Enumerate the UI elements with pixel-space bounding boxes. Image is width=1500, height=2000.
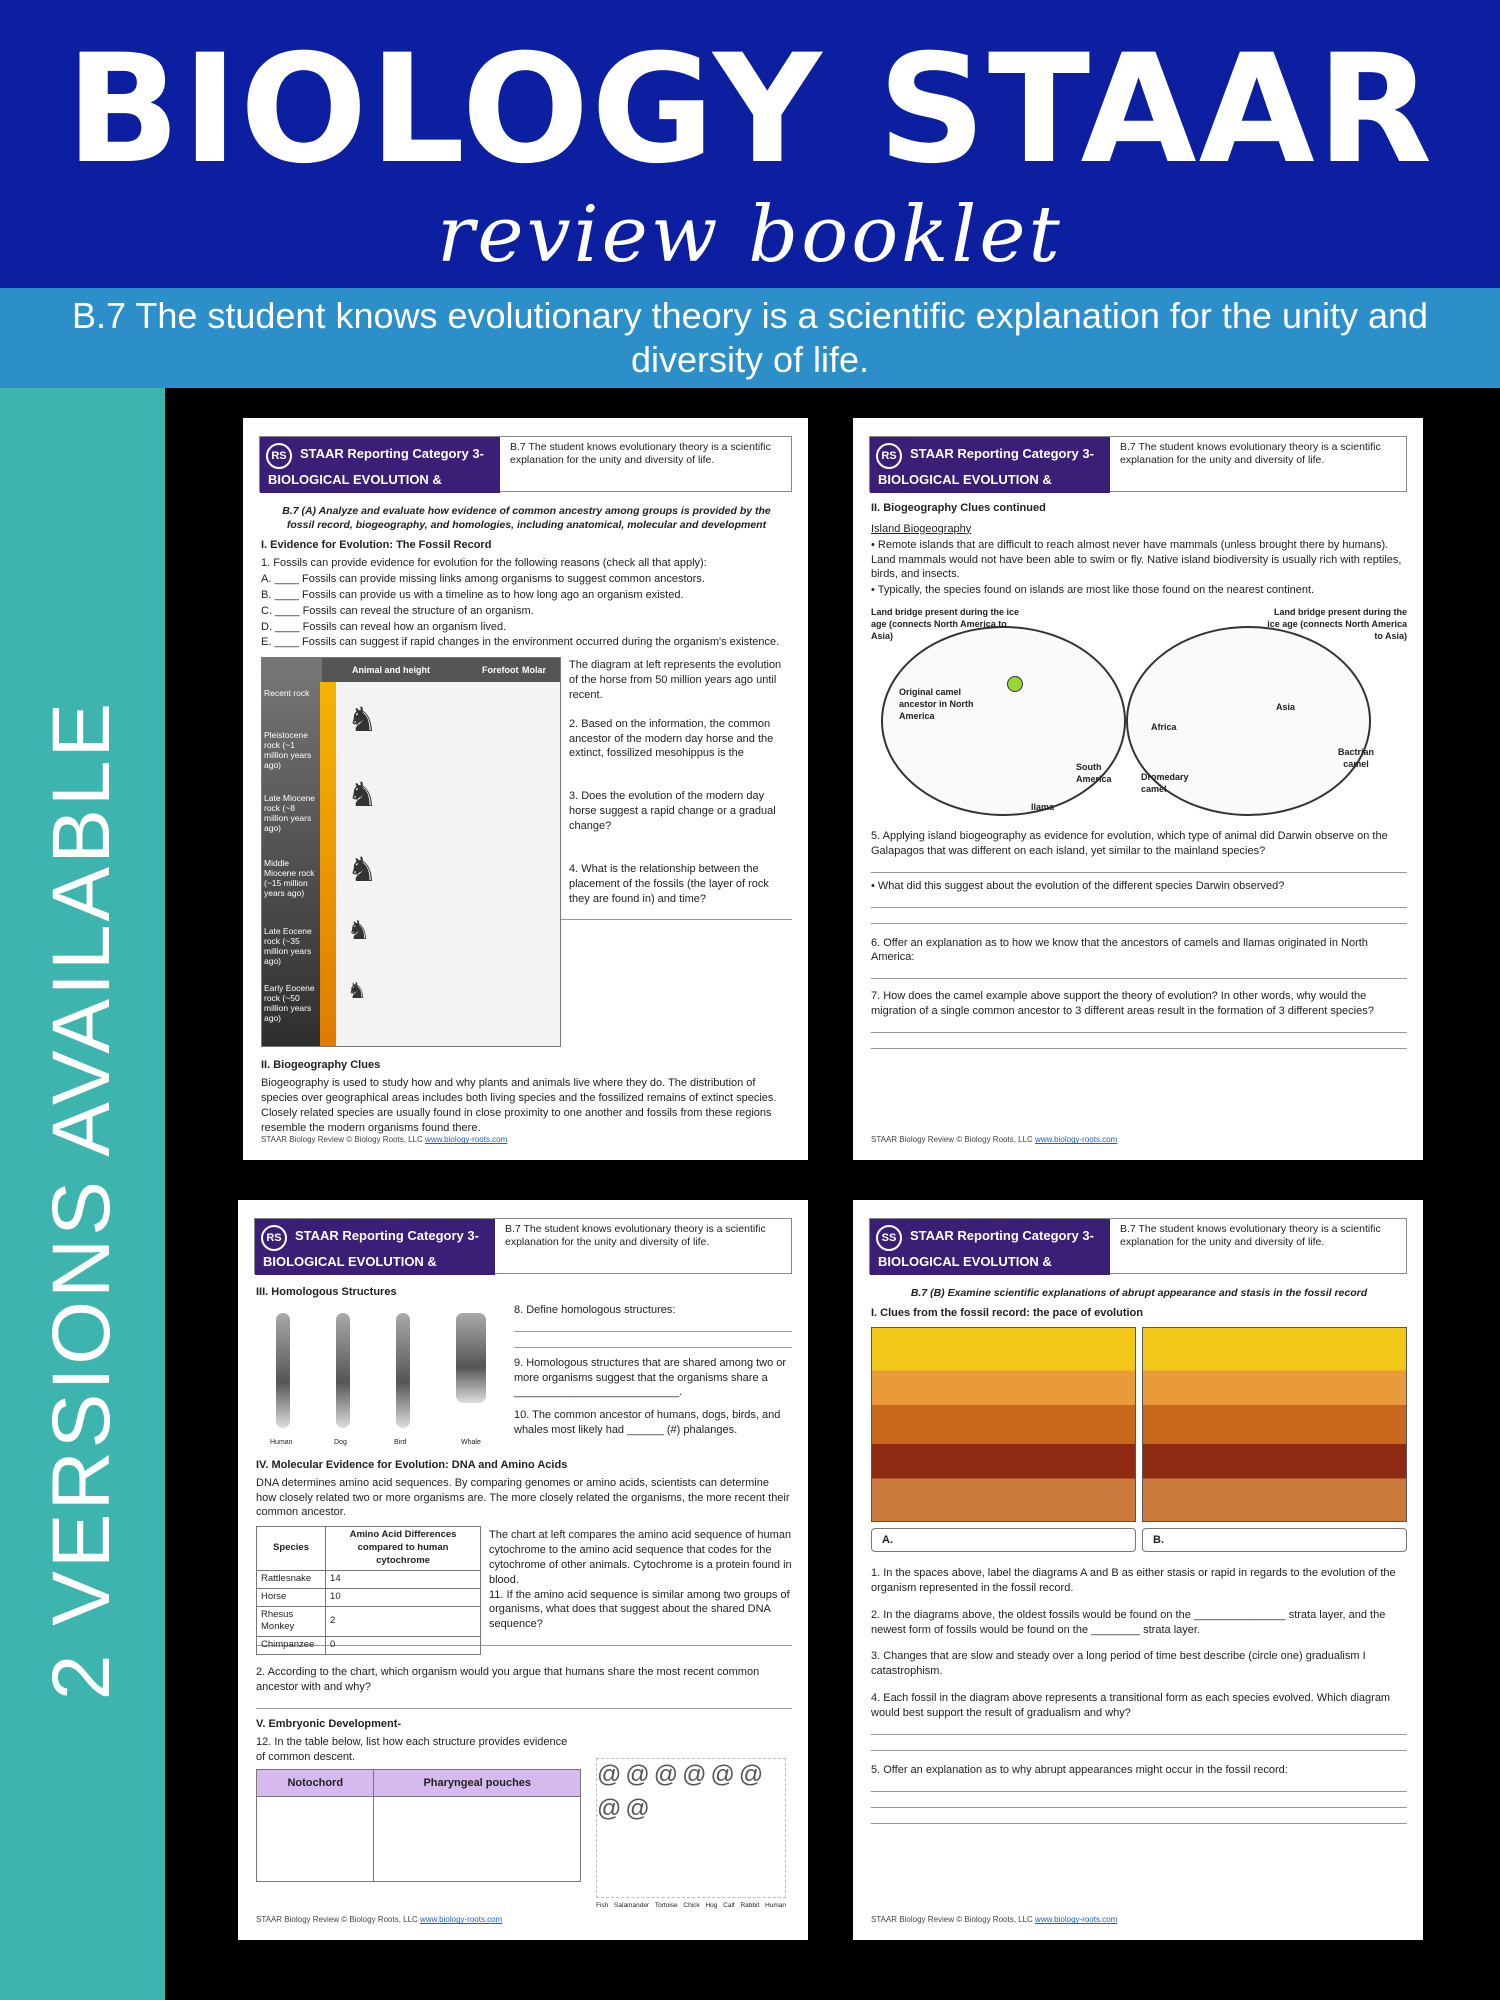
table-header: Amino Acid Differences compared to human cytochrome xyxy=(326,1527,481,1570)
table-cell: Rattlesnake xyxy=(257,1570,326,1588)
subsection-heading: Island Biogeography xyxy=(871,522,972,535)
category-line1: STAAR Reporting Category 3- xyxy=(910,1228,1094,1243)
section-text: Biogeography is used to study how and why plants and animals live where they do. The distribution of species over geographical areas includes both living species and the fossilized remains of extinct species. Closely related species are usually found in close proximity to one another and fossils from these regions resemble the modern organisms found there. xyxy=(261,1077,777,1134)
table-cell: 10 xyxy=(326,1588,481,1606)
dog-leg-icon xyxy=(336,1313,350,1428)
embryo-figure xyxy=(596,1758,786,1898)
category-badge xyxy=(870,1219,1110,1287)
question: 8. Define homologous structures: xyxy=(514,1303,676,1316)
answer-line[interactable] xyxy=(871,1035,1407,1049)
table-cell: 2 xyxy=(326,1606,481,1637)
whale-flipper-icon xyxy=(456,1313,486,1403)
embryo-label: Salamander xyxy=(614,1902,650,1909)
preview-page-3 xyxy=(238,1200,808,1940)
map-label: llama xyxy=(1031,802,1055,813)
page-standard: B.7 The student knows evolutionary theory is a scientific explanation for the unity and diversity of life. xyxy=(505,1223,766,1248)
map-label: Original camel ancestor in North America xyxy=(899,687,974,722)
section-heading: II. Biogeography Clues xyxy=(261,1059,381,1072)
chart-header-forefoot: Forefoot xyxy=(482,665,519,676)
footer xyxy=(256,1915,502,1926)
table-header: Species xyxy=(257,1527,326,1570)
embryo-icon: @ xyxy=(682,1761,707,1788)
rock-label: Late Eocene rock (~35 million years ago) xyxy=(264,926,312,967)
embryo-icon: @ xyxy=(738,1761,764,1788)
section-heading: IV. Molecular Evidence for Evolution: DNA and Amino Acids xyxy=(256,1458,568,1471)
limb-label: Dog xyxy=(334,1438,347,1446)
answer-line[interactable] xyxy=(256,1695,792,1709)
answer-line[interactable] xyxy=(871,1778,1407,1792)
ancestor-marker xyxy=(1007,676,1023,692)
embryo-label: Chick xyxy=(683,1902,700,1909)
table-row xyxy=(257,1637,481,1655)
category-badge xyxy=(255,1219,495,1287)
footer-link[interactable]: www.biology-roots.com xyxy=(1035,1915,1118,1925)
page-header xyxy=(869,1218,1407,1287)
diagram-text: The diagram at left represents the evolution of the horse from 50 million years ago until recent. xyxy=(569,659,782,701)
timeline-bar xyxy=(320,682,336,1046)
page-header xyxy=(869,436,1407,505)
question: 4. Each fossil in the diagram above represents a transitional form as each species evolved. Which diagram would best support the result of gradualism and why? xyxy=(871,1692,1391,1719)
page-header xyxy=(254,1218,792,1287)
question: 1. Fossils can provide evidence for evolution for the following reasons (check all that apply): xyxy=(261,557,707,570)
horse-icon: ♞ xyxy=(347,915,371,946)
question: 2. According to the chart, which organism would you argue that humans share the most recent common ancestor with and why? xyxy=(256,1666,760,1694)
category-line2: BIOLOGICAL EVOLUTION & CLASSIFICATION xyxy=(268,472,442,505)
answer-line[interactable] xyxy=(514,1318,792,1332)
map-label: Africa xyxy=(1151,722,1177,733)
embryo-label: Tortoise xyxy=(654,1902,678,1909)
header-banner xyxy=(0,0,1500,288)
page-standard: B.7 The student knows evolutionary theory is a scientific explanation for the unity and diversity of life. xyxy=(1120,1223,1381,1248)
section-heading: III. Homologous Structures xyxy=(256,1286,397,1298)
page-standard: B.7 The student knows evolutionary theory is a scientific explanation for the unity and diversity of life. xyxy=(1120,441,1381,466)
map-label: Dromedary camel xyxy=(1141,772,1189,795)
rock-label: Pleistocene rock (~1 million years ago) xyxy=(264,730,312,771)
answer-line[interactable] xyxy=(871,910,1407,924)
embryo-icon: @ xyxy=(597,1761,622,1788)
label-a-box[interactable]: A. xyxy=(871,1528,1136,1552)
map-label: South America xyxy=(1076,762,1112,785)
bird-wing-icon xyxy=(396,1313,410,1428)
table-cell: 14 xyxy=(326,1570,481,1588)
chart-header-molar: Molar xyxy=(522,665,547,676)
version-badge: RS xyxy=(266,443,292,469)
footer-link[interactable]: www.biology-roots.com xyxy=(420,1915,503,1925)
section-heading: I. Evidence for Evolution: The Fossil Record xyxy=(261,539,492,552)
footer-link[interactable]: www.biology-roots.com xyxy=(425,1135,508,1145)
diagram-labels xyxy=(871,1528,1407,1552)
category-line1: STAAR Reporting Category 3- xyxy=(295,1228,479,1243)
version-badge: RS xyxy=(876,443,902,469)
embryo-label: Human xyxy=(765,1902,786,1909)
footer-text: STAAR Biology Review © Biology Roots, LLC xyxy=(261,1135,423,1145)
category-line1: STAAR Reporting Category 3- xyxy=(910,446,1094,461)
strata-diagram-b xyxy=(1142,1327,1407,1522)
bullet-text: Typically, the species found on islands are most like those found on the nearest continent. xyxy=(877,584,1315,597)
chart-text: The chart at left compares the amino acid sequence of human cytochrome to the amino acid sequence that codes for the cytochrome of other animals. Cytochrome is a protein found in blood. xyxy=(489,1529,792,1586)
homologous-limbs-figure xyxy=(256,1303,506,1453)
horse-icon: ♞ xyxy=(347,776,378,815)
main-title: BIOLOGY STAAR xyxy=(65,23,1435,197)
table-row xyxy=(257,1570,481,1588)
embryo-label: Fish xyxy=(596,1902,609,1909)
question: 4. What is the relationship between the placement of the fossils (the layer of rock they are found in) and time? xyxy=(569,862,769,905)
table-row[interactable] xyxy=(257,1797,581,1882)
footer-text: STAAR Biology Review © Biology Roots, LLC xyxy=(256,1915,418,1925)
objective: B.7 (A) Analyze and evaluate how evidence of common ancestry among groups is provided by the fossil record, biogeography, and homologies, including anatomical, molecular and development xyxy=(282,505,771,532)
embryo-icon: @ xyxy=(710,1761,735,1788)
option: E. ____ Fossils can suggest if rapid changes in the environment occurred during the organism's existence. xyxy=(261,636,780,649)
category-badge xyxy=(870,437,1110,505)
question: 3. Changes that are slow and steady over a long period of time best describe (circle one) gradualism I catastrophism. xyxy=(871,1650,1366,1678)
side-label: 2 VERSIONS AVAILABLE xyxy=(36,699,127,1701)
table-row xyxy=(257,1588,481,1606)
question: 12. In the table below, list how each structure provides evidence of common descent. xyxy=(256,1735,568,1763)
map-label: Land bridge present during the ice age (connects North America to Asia) xyxy=(1267,607,1407,642)
answer-line[interactable] xyxy=(871,1721,1407,1735)
map-label: Asia xyxy=(1276,702,1296,713)
bullet: • Typically, the species found on islands are most like those found on the nearest continent. xyxy=(871,584,1315,597)
embryo-label: Calf xyxy=(723,1902,735,1909)
question: 2. Based on the information, the common ancestor of the modern day horse and the extinct, fossilized mesohippus is the xyxy=(569,717,774,760)
category-line2: BIOLOGICAL EVOLUTION & CLASSIFICATION xyxy=(878,1254,1052,1287)
version-badge: SS xyxy=(876,1225,902,1251)
footer-text: STAAR Biology Review © Biology Roots, LLC xyxy=(871,1915,1033,1925)
limb-label: Human xyxy=(270,1438,293,1446)
bullet: • Remote islands that are difficult to reach almost never have mammals (unless brought there by humans). Land mammals would not have been able to swim or fly. Native island biodiversity is usually rich with reptiles, birds, and insects. xyxy=(871,538,1402,581)
version-badge: RS xyxy=(261,1225,287,1251)
chart-header xyxy=(322,658,560,682)
page-standard: B.7 The student knows evolutionary theory is a scientific explanation for the unity and diversity of life. xyxy=(510,441,771,466)
preview-page-4 xyxy=(853,1200,1423,1940)
question-text: What did this suggest about the evolution of the different species Darwin observed? xyxy=(877,879,1285,892)
question: 9. Homologous structures that are shared among two or more organisms suggest that the organisms share a ___________________________. xyxy=(514,1356,787,1399)
standard-bar: B.7 The student knows evolutionary theory is a scientific explanation for the unity and diversity of life. xyxy=(0,288,1500,388)
option: A. ____ Fossils can provide missing links among organisms to suggest common ancestors. xyxy=(261,573,705,586)
label-b-box[interactable]: B. xyxy=(1142,1528,1407,1552)
human-arm-icon xyxy=(276,1313,290,1428)
footer-link[interactable]: www.biology-roots.com xyxy=(1035,1135,1118,1145)
option: C. ____ Fossils can reveal the structure of an organism. xyxy=(261,604,534,617)
question: 10. The common ancestor of humans, dogs, birds, and whales most likely had ______ (#) phalanges. xyxy=(514,1409,781,1437)
embryo-label: Rabbit xyxy=(740,1902,760,1909)
table-cell: 0 xyxy=(326,1637,481,1655)
question: 5. Applying island biogeography as evidence for evolution, which type of animal did Darwin observe on the Galapagos that was different on each island, yet similar to the mainland species? xyxy=(871,830,1388,857)
footer-text: STAAR Biology Review © Biology Roots, LLC xyxy=(871,1135,1033,1145)
horse-icon: ♞ xyxy=(347,851,378,890)
table-row xyxy=(257,1606,481,1637)
embryo-icon: @ xyxy=(625,1795,650,1823)
embryo-icon: @ xyxy=(625,1761,650,1788)
question: 2. In the diagrams above, the oldest fossils would be found on the _______________ strata layer, and the newest form of fossils would be found on the ________ strata layer. xyxy=(871,1608,1386,1636)
bullet-text: Remote islands that are difficult to reach almost never have mammals (unless brought there by humans). Land mammals would not have been able to swim or fly. Native island biodiversity is usually rich with reptiles, birds, and insects. xyxy=(871,538,1402,581)
map-label: Bactrian camel xyxy=(1337,747,1374,770)
table-cell: Chimpanzee xyxy=(257,1637,326,1655)
category-line2: BIOLOGICAL EVOLUTION & CLASSIFICATION xyxy=(878,472,1052,505)
question: 7. How does the camel example above support the theory of evolution? In other words, why would the migration of a single common ancestor to 3 different areas result in the formation of 3 different species? xyxy=(871,990,1374,1018)
embryo-table xyxy=(256,1769,581,1883)
embryo-label: Hog xyxy=(705,1902,718,1909)
question: 11. If the amino acid sequence is similar among two groups of organisms, what does that suggest about the shared DNA sequence? xyxy=(489,1588,790,1631)
rock-label: Early Eocene rock (~50 million years ago) xyxy=(264,983,315,1024)
horse-icon: ♞ xyxy=(347,701,378,740)
amino-acid-table xyxy=(256,1526,481,1655)
category-line2: BIOLOGICAL EVOLUTION & CLASSIFICATION xyxy=(263,1254,437,1287)
map-label: Land bridge present during the ice age (connects North America to Asia) xyxy=(871,607,1020,642)
section-heading: V. Embryonic Development- xyxy=(256,1717,402,1730)
answer-line[interactable] xyxy=(871,965,1407,979)
answer-line[interactable] xyxy=(514,1334,792,1348)
limb-label: Bird xyxy=(394,1438,407,1446)
question: 6. Offer an explanation as to how we know that the ancestors of camels and llamas originated in North America: xyxy=(871,936,1368,964)
embryo-icon: @ xyxy=(653,1761,679,1788)
question: • What did this suggest about the evolution of the different species Darwin observed? xyxy=(871,879,1285,892)
rock-label: Late Miocene rock (~8 million years ago) xyxy=(264,793,316,834)
page-header xyxy=(259,436,792,505)
table-header: Notochord xyxy=(257,1769,374,1797)
objective: B.7 (B) Examine scientific explanations of abrupt appearance and stasis in the fossil record xyxy=(910,1287,1368,1299)
embryo-labels xyxy=(596,1902,786,1911)
answer-line[interactable] xyxy=(871,1737,1407,1751)
answer-line[interactable] xyxy=(871,894,1407,908)
option: B. ____ Fossils can provide us with a timeline as to how long ago an organism existed. xyxy=(261,588,684,601)
chart-header-animal: Animal and height xyxy=(352,665,431,676)
preview-page-1 xyxy=(243,418,808,1160)
rock-label: Middle Miocene rock (~15 million years ago) xyxy=(264,858,315,899)
section-heading: II. Biogeography Clues continued xyxy=(871,502,1046,514)
question: 3. Does the evolution of the modern day horse suggest a rapid change or a gradual change? xyxy=(569,790,776,832)
section-text: DNA determines amino acid sequences. By comparing genomes or amino acids, scientists can determine how closely related two or more organisms are. The more closely related the organisms, the more recent their common ancestor. xyxy=(256,1476,790,1519)
answer-cell[interactable] xyxy=(257,1797,374,1882)
horse-icon: ♞ xyxy=(347,978,367,1004)
answer-line[interactable] xyxy=(871,1794,1407,1808)
answer-line[interactable] xyxy=(871,859,1407,873)
subtitle: review booklet xyxy=(437,190,1063,280)
table-header: Pharyngeal pouches xyxy=(374,1769,581,1797)
question: 5. Offer an explanation as to why abrupt appearances might occur in the fossil record: xyxy=(871,1763,1288,1776)
footer xyxy=(261,1135,507,1146)
answer-cell[interactable] xyxy=(374,1797,581,1882)
rock-label: Recent rock xyxy=(264,688,310,699)
footer xyxy=(871,1135,1117,1146)
section-heading: I. Clues from the fossil record: the pace of evolution xyxy=(871,1307,1143,1320)
preview-page-2 xyxy=(853,418,1423,1160)
table-cell: Horse xyxy=(257,1588,326,1606)
answer-line[interactable] xyxy=(871,1810,1407,1824)
embryo-icon: @ xyxy=(597,1795,622,1823)
world-map xyxy=(871,606,1407,821)
footer xyxy=(871,1915,1117,1926)
category-badge xyxy=(260,437,500,505)
fossil-strata-figure xyxy=(871,1327,1407,1522)
limb-label: Whale xyxy=(461,1438,481,1446)
horse-evolution-chart xyxy=(261,657,561,1047)
category-line1: STAAR Reporting Category 3- xyxy=(300,446,484,461)
answer-line[interactable] xyxy=(871,1019,1407,1033)
question: 1. In the spaces above, label the diagrams A and B as either stasis or rapid in regards to the evolution of the organism represented in the fossil record. xyxy=(871,1567,1396,1594)
table-cell: Rhesus Monkey xyxy=(257,1606,326,1637)
option: D. ____ Fossils can reveal how an organism lived. xyxy=(261,620,507,633)
strata-diagram-a xyxy=(871,1327,1136,1522)
